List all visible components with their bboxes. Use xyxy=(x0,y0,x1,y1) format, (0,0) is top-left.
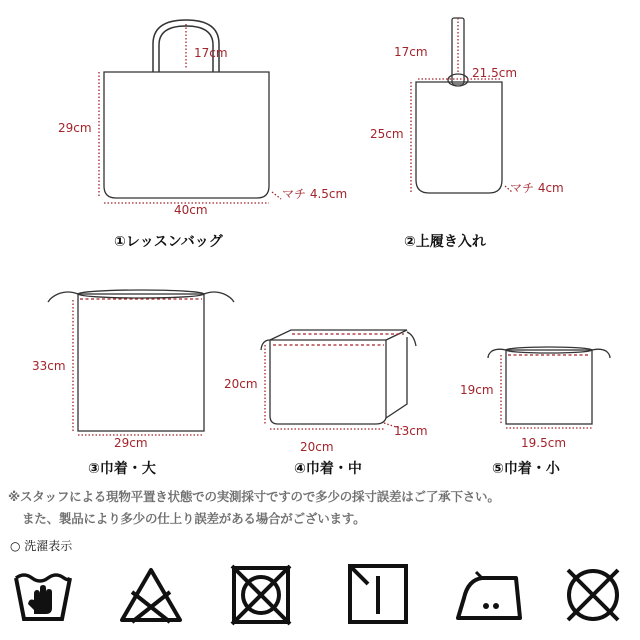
shoe-bag-height-dim: 25cm xyxy=(370,127,404,141)
hand-wash-icon xyxy=(12,564,74,626)
shoe-bag-title: ②上履き入れ xyxy=(404,234,486,250)
drawstring-small-width-dim: 19.5cm xyxy=(521,436,567,450)
drawstring-small-title: ⑤巾着・小 xyxy=(492,461,560,477)
no-bleach-icon xyxy=(118,564,184,626)
shoe-bag-handle-dim: 17cm xyxy=(394,45,428,59)
drawstring-medium-title: ④巾着・中 xyxy=(294,461,362,477)
drawstring-medium-drawing xyxy=(261,330,416,424)
lesson-bag-handle-dim: 17cm xyxy=(194,46,228,60)
drawstring-large-height-dim: 33cm xyxy=(32,359,66,373)
drawstring-small-height-dim: 19cm xyxy=(460,383,494,397)
shoe-bag-gusset-dim: マチ 4cm xyxy=(510,181,564,195)
line-dry-shade-icon xyxy=(346,562,410,626)
drawstring-medium-depth-dim: 13cm xyxy=(394,424,428,438)
measurement-note-line1: ※スタッフによる現物平置き状態での実測採寸ですので多少の採寸誤差はご了承下さい。 xyxy=(8,489,500,504)
no-tumble-dry-icon xyxy=(228,562,294,628)
iron-low-icon xyxy=(454,568,526,624)
shoe-bag-width-dim: 21.5cm xyxy=(472,66,518,80)
care-label-heading: ○ 洗濯表示 xyxy=(10,539,73,553)
drawstring-large-drawing xyxy=(48,290,234,431)
drawstring-medium-width-dim: 20cm xyxy=(300,440,334,454)
no-dry-clean-icon xyxy=(560,562,626,628)
drawstring-medium-height-dim: 20cm xyxy=(224,377,258,391)
lesson-bag-width-dim: 40cm xyxy=(174,203,208,217)
lesson-bag-gusset-dim: マチ 4.5cm xyxy=(282,187,348,201)
drawstring-large-title: ③巾着・大 xyxy=(88,461,156,477)
lesson-bag-height-dim: 29cm xyxy=(58,121,92,135)
shoe-bag-drawing xyxy=(416,18,502,193)
drawstring-small-drawing xyxy=(488,347,610,424)
measurement-note-line2: また、製品により多少の仕上り誤差がある場合がございます。 xyxy=(22,511,366,526)
drawstring-large-width-dim: 29cm xyxy=(114,436,148,450)
lesson-bag-title: ①レッスンバッグ xyxy=(114,234,223,250)
lesson-bag-drawing xyxy=(104,20,269,198)
